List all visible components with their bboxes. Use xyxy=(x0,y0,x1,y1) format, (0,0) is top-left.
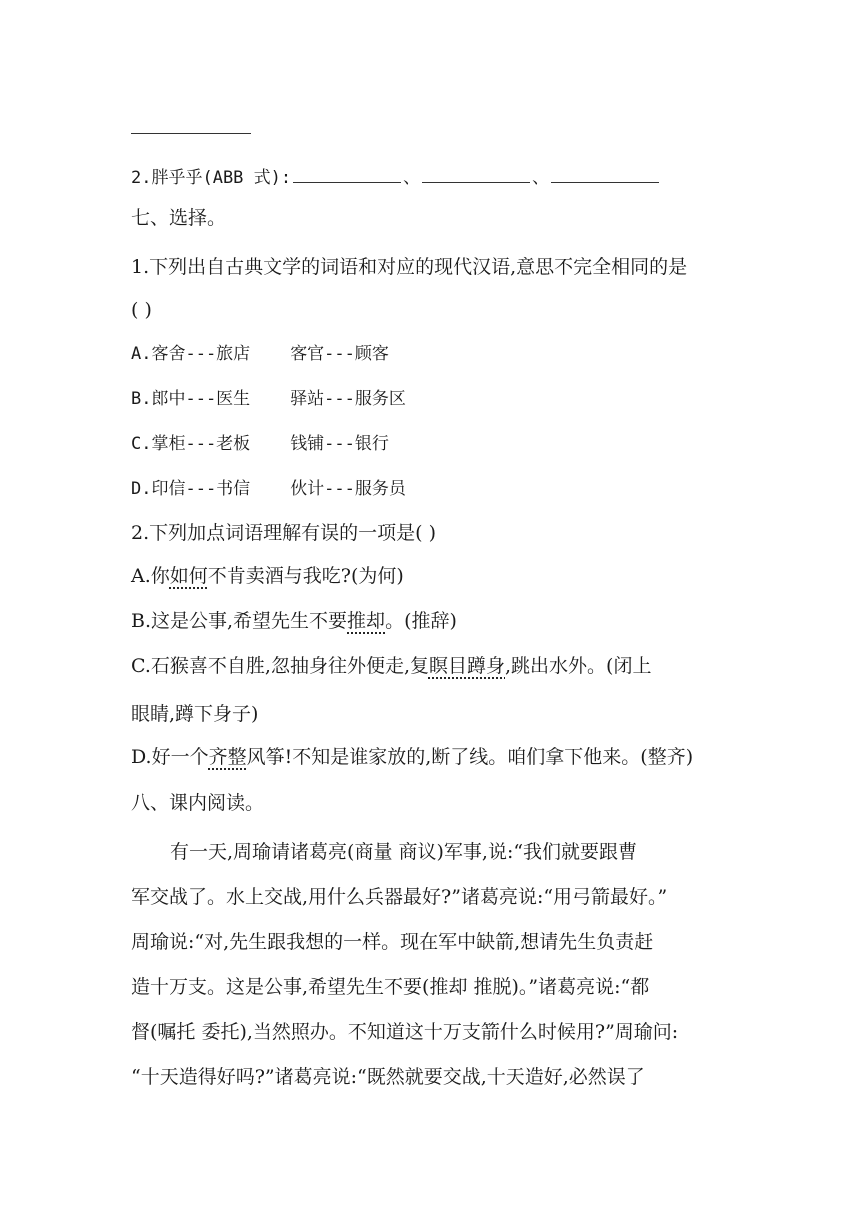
text: B.这是公事,希望先生不要 xyxy=(131,610,348,632)
separator: 、 xyxy=(403,168,421,188)
option-b[interactable] xyxy=(131,387,406,411)
question-1-paren: ( ) xyxy=(131,299,152,321)
passage-line-6: “十天造得好吗?”诸葛亮说:“既然就要交战,十天造好,必然误了 xyxy=(131,1066,645,1088)
section-title-8: 八、课内阅读。 xyxy=(131,792,265,814)
text: 不肯卖酒与我吃?(为何) xyxy=(207,565,404,587)
option-a-right: 客官---顾客 xyxy=(290,344,389,364)
dotted-word: 如何 xyxy=(169,565,208,587)
text: A.你 xyxy=(131,565,170,587)
text: C.石猴喜不自胜,忽抽身往外便走,复 xyxy=(131,655,429,677)
dotted-word: 瞑目蹲身 xyxy=(428,655,505,677)
q2-option-a[interactable] xyxy=(131,564,404,588)
q2-option-c[interactable] xyxy=(131,654,651,678)
passage-line-5: 督(嘱托 委托),当然照办。不知道这十万支箭什么时候用?”周瑜问: xyxy=(131,1021,679,1043)
option-c[interactable] xyxy=(131,432,389,456)
answer-blank-1[interactable] xyxy=(293,164,401,183)
option-d-left: D.印信---书信 xyxy=(131,479,251,499)
option-b-left: B.郎中---医生 xyxy=(131,389,251,409)
option-b-right: 驿站---服务区 xyxy=(290,389,406,409)
passage-line-4: 造十万支。这是公事,希望先生不要(推却 推脱)。”诸葛亮说:“都 xyxy=(131,976,650,998)
option-d[interactable] xyxy=(131,477,406,501)
answer-blank-3[interactable] xyxy=(551,164,659,183)
text: 。(推辞) xyxy=(385,610,457,632)
option-a-left: A.客舍---旅店 xyxy=(131,344,251,364)
dotted-word: 齐整 xyxy=(208,746,247,768)
q2-option-b[interactable] xyxy=(131,609,457,633)
question-abb xyxy=(131,164,661,190)
separator: 、 xyxy=(532,168,550,188)
option-c-right: 钱铺---银行 xyxy=(290,434,389,454)
question-1-stem: 1.下列出自古典文学的词语和对应的现代汉语,意思不完全相同的是 xyxy=(131,256,688,278)
dotted-word: 推却 xyxy=(347,610,386,632)
answer-blank-line xyxy=(131,133,251,134)
q2-option-d[interactable] xyxy=(131,745,693,769)
text: D.好一个 xyxy=(131,746,209,768)
question-label: 2.胖乎乎(ABB 式): xyxy=(131,168,292,188)
option-c-left: C.掌柜---老板 xyxy=(131,434,251,454)
text: 风筝!不知是谁家放的,断了线。咱们拿下他来。(整齐) xyxy=(246,746,694,768)
passage-line-2: 军交战了。水上交战,用什么兵器最好?”诸葛亮说:“用弓箭最好。” xyxy=(131,886,668,908)
question-2-stem: 2.下列加点词语理解有误的一项是( ) xyxy=(131,522,436,544)
option-d-right: 伙计---服务员 xyxy=(290,479,406,499)
q2-option-c-continued: 眼睛,蹲下身子) xyxy=(131,703,259,725)
section-title-7: 七、选择。 xyxy=(131,207,227,229)
passage-line-1: 有一天,周瑜请诸葛亮(商量 商议)军事,说:“我们就要跟曹 xyxy=(170,841,638,863)
option-a[interactable] xyxy=(131,342,389,366)
text: ,跳出水外。(闭上 xyxy=(505,655,652,677)
passage-line-3: 周瑜说:“对,先生跟我想的一样。现在军中缺箭,想请先生负责赶 xyxy=(131,931,654,953)
answer-blank-2[interactable] xyxy=(422,164,530,183)
